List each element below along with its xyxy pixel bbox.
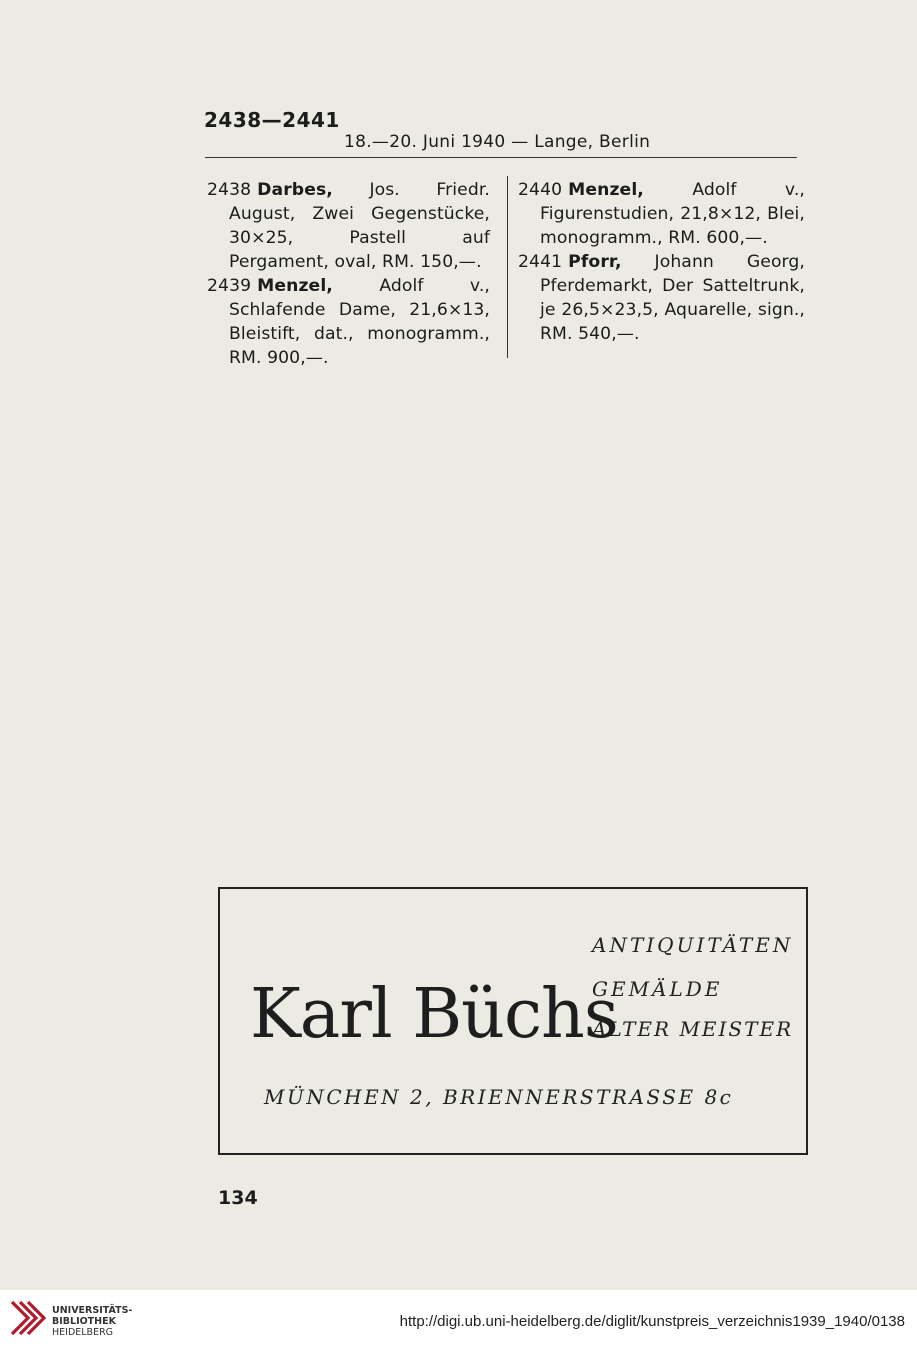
- lot-description: Jos. Friedr. August, Zwei Gegenstücke, 30×25, Pastell auf Pergament, oval, RM. 150,—.: [229, 180, 490, 272]
- advertisement-box: [218, 887, 808, 1155]
- source-url-link[interactable]: http://digi.ub.uni-heidelberg.de/diglit/kunstpreis_verzeichnis1939_1940/0138: [399, 1313, 905, 1330]
- artist-name: Menzel,: [257, 276, 333, 296]
- lot-description: Adolf v., Figurenstudien, 21,8×12, Blei, monogramm., RM. 600,—.: [540, 180, 805, 248]
- library-logo-text: [52, 1305, 132, 1338]
- ad-line-old-masters: ALTER MEISTER: [592, 1017, 794, 1041]
- header-rule: [205, 157, 797, 158]
- artist-name: Darbes,: [257, 180, 333, 200]
- library-logo-icon: [8, 1298, 48, 1344]
- lot-number: 2439: [207, 276, 252, 296]
- library-footer: [0, 1290, 917, 1355]
- lot-entry: [207, 178, 490, 274]
- column-divider: [507, 176, 508, 358]
- ad-dealer-name: Karl Büchs: [250, 975, 618, 1054]
- lot-number: 2441: [518, 252, 563, 272]
- lot-range-heading: 2438—2441: [204, 108, 340, 132]
- ad-line-antiques: ANTIQUITÄTEN: [592, 933, 794, 957]
- lot-number: 2440: [518, 180, 563, 200]
- lot-entry: [207, 274, 490, 370]
- artist-name: Pforr,: [568, 252, 622, 272]
- page-number: 134: [218, 1187, 258, 1209]
- lot-entry: [518, 178, 805, 250]
- logo-line-3: HEIDELBERG: [52, 1327, 114, 1338]
- logo-line-1: UNIVERSITÄTS-: [52, 1305, 133, 1316]
- auction-date-line: 18.—20. Juni 1940 — Lange, Berlin: [344, 132, 651, 152]
- lot-entry: [518, 250, 805, 346]
- ad-address: MÜNCHEN 2, BRIENNERSTRASSE 8c: [264, 1085, 734, 1109]
- lot-number: 2438: [207, 180, 252, 200]
- right-column: [518, 178, 805, 346]
- logo-line-2: BIBLIOTHEK: [52, 1316, 116, 1327]
- left-column: [207, 178, 490, 370]
- lot-description: Adolf v., Schlafende Dame, 21,6×13, Bleistift, dat., monogramm., RM. 900,—.: [229, 276, 490, 368]
- ad-line-paintings: GEMÄLDE: [592, 977, 723, 1001]
- lot-description: Johann Georg, Pferdemarkt, Der Satteltrunk, je 26,5×23,5, Aquarelle, sign., RM. 540,—.: [540, 252, 805, 344]
- artist-name: Menzel,: [568, 180, 644, 200]
